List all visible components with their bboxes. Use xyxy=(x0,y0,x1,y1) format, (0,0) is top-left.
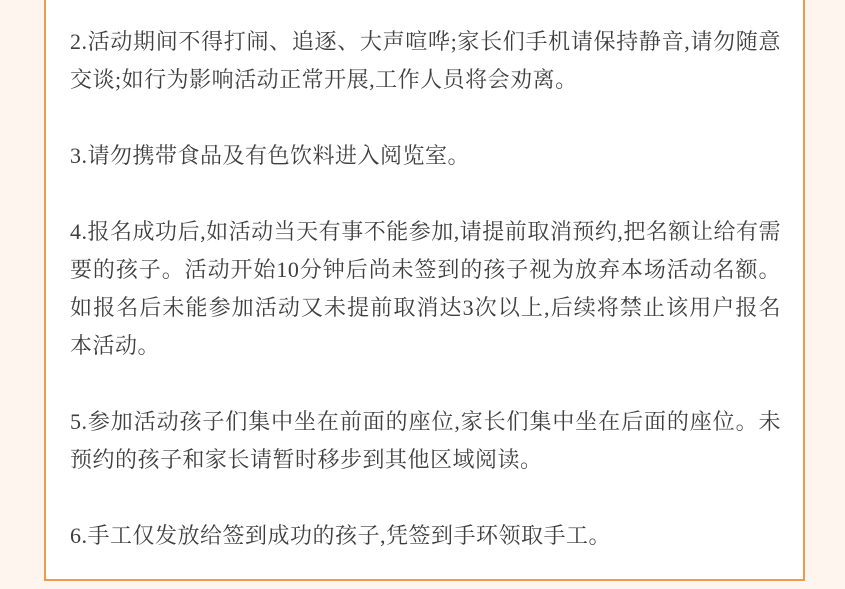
rule-paragraph: 3.请勿携带食品及有色饮料进入阅览室。 xyxy=(70,143,471,168)
rule-paragraph: 6.手工仅发放给签到成功的孩子,凭签到手环领取手工。 xyxy=(70,523,612,548)
rule-paragraph: 5.参加活动孩子们集中坐在前面的座位,家长们集中坐在后面的座位。未预约的孩子和家长请暂时移步到其他区域阅读。 xyxy=(70,409,781,472)
notice-panel xyxy=(44,0,805,581)
rule-paragraph: 2.活动期间不得打闹、追逐、大声喧哗;家长们手机请保持静音,请勿随意交谈;如行为影响活动正常开展,工作人员将会劝离。 xyxy=(70,29,781,92)
rule-paragraph: 4.报名成功后,如活动当天有事不能参加,请提前取消预约,把名额让给有需要的孩子。活动开始10分钟后尚未签到的孩子视为放弃本场活动名额。如报名后未能参加活动又未提前取消达3次以上,后续将禁止该用户报名本活动。 xyxy=(70,219,781,358)
